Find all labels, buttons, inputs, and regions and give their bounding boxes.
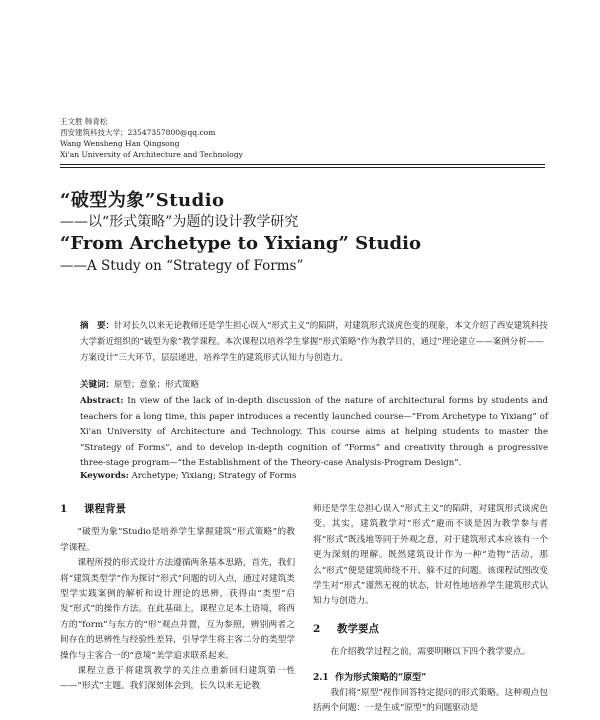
keywords-en [80,471,296,481]
divider-top-thin [60,167,545,168]
author-affiliation-en: Xi'an University of Architecture and Technology [60,150,243,159]
title-en: “From Archetype to Yixiang” Studio [60,233,421,254]
section-2-number: 2 [313,622,321,635]
abstract-en [80,394,548,472]
paragraph: 课程立意于将建筑教学的关注点重新回归建筑第一性——“形式”主题。我们深刻体会到，长久以来无论教 [60,666,295,692]
subsection-2-1-number: 2.1 [313,672,329,683]
keywords-cn-text: 原型；意象；形式策略 [114,380,200,390]
subsection-2-1-heading [313,671,548,686]
abstract-cn [80,318,550,366]
subtitle-en: ——A Study on “Strategy of Forms” [60,258,304,274]
paragraph: 师还是学生总担心误入“形式主义”的陷阱，对建筑形式谈虎色变。其实，建筑教学对“形式”避而不谈是因为教学参与者将“形式”既浅地等同于外观之意，对于建筑形式本应该有一个更为深刻的理解。既然建筑设计作为一种“造物”活动，那么“形式”便是建筑师绕不开、躲不过的问题。该课程试图改变学生对“形式”谨然无视的状态，针对性地培养学生建筑形式认知力与创造力。 [313,504,548,607]
keywords-cn [80,378,199,390]
keywords-cn-label: 关键词： [80,380,115,390]
paragraph: 在介绍教学过程之前，需要明晰以下四个教学要点。 [330,647,531,658]
author-affiliation-cn: 西安建筑科技大学；23547357800@qq.com [60,128,216,137]
paragraph: 我们将“原型”视作回答特定提问的形式策略。这种观点包括两个问题：一是生成“原型”的问题驱动是 [313,688,548,714]
body-column-left [60,502,295,695]
section-1-heading [60,502,295,517]
section-2-title: 教学要点 [337,622,379,635]
subtitle-cn: ——以“形式策略”为题的设计教学研究 [60,214,299,230]
abstract-cn-text: 针对长久以来无论教师还是学生担心误入“形式主义”的陷阱，对建筑形式谈虎色变的现象，本文介绍了西安建筑科技大学新近组织的“破型为象”教学课程。本次课程以培养学生掌握“形式策略”作为教学目的，通过“理论建立——案例分析——方案设计”三大环节，层层递进，培养学生的建筑形式认知力与创造力。 [80,321,548,363]
body-column-right [313,502,548,717]
author-block [60,116,243,160]
paragraph: “破型为象”Studio是培养学生掌握建筑“形式策略”的教学课程。 [60,527,295,553]
abstract-en-label: Abstract: [80,396,124,406]
divider-top [60,164,545,165]
title-cn: “破型为象”Studio [60,190,225,211]
abstract-cn-label: 摘 要： [80,321,115,331]
subsection-2-1-title: 作为形式策略的“原型” [335,672,427,683]
abstract-en-text: In view of the lack of in-depth discussion of the nature of architectural forms by students and teachers for a long time, this paper introduces a recently launched course—“From Archetype to Yixiang” of Xi'an University of Architecture and Technology. This course aims at helping students to master the “Strategy of Forms”, and to develop in-depth cognition of “Forms” and creativity through a progressive three-stage program—“the Establishment of the Theory-case Analysis-Program Design”. [80,396,548,468]
author-names-cn: 王文胜 韩青松 [60,117,108,126]
keywords-en-label: Keywords: [80,471,129,481]
section-2-heading [313,622,548,637]
author-names-en: Wang Wensheng Han Qingsong [60,139,180,148]
section-1-title: 课程背景 [84,503,126,515]
keywords-en-text: Archetype; Yixiang; Strategy of Forms [128,471,297,481]
section-1-number: 1 [60,503,68,515]
paragraph: 课程所授的形式设计方法遵循两条基本思路，首先，我们将“建筑类型学”作为探讨“形式”问题的切入点，通过对建筑类型学实践案例的解析和设计理论的思辨，获得由“类型”启发“形式”的操作方法。在此基础上，课程立足本土语境，将西方的“form”与东方的“形”观点并置，互为参照，辨别两者之间存在的思辨性与经验性差异，引导学生将主客二分的类型学操作与主客合一的“意境”美学追求联系起来。 [60,558,295,661]
